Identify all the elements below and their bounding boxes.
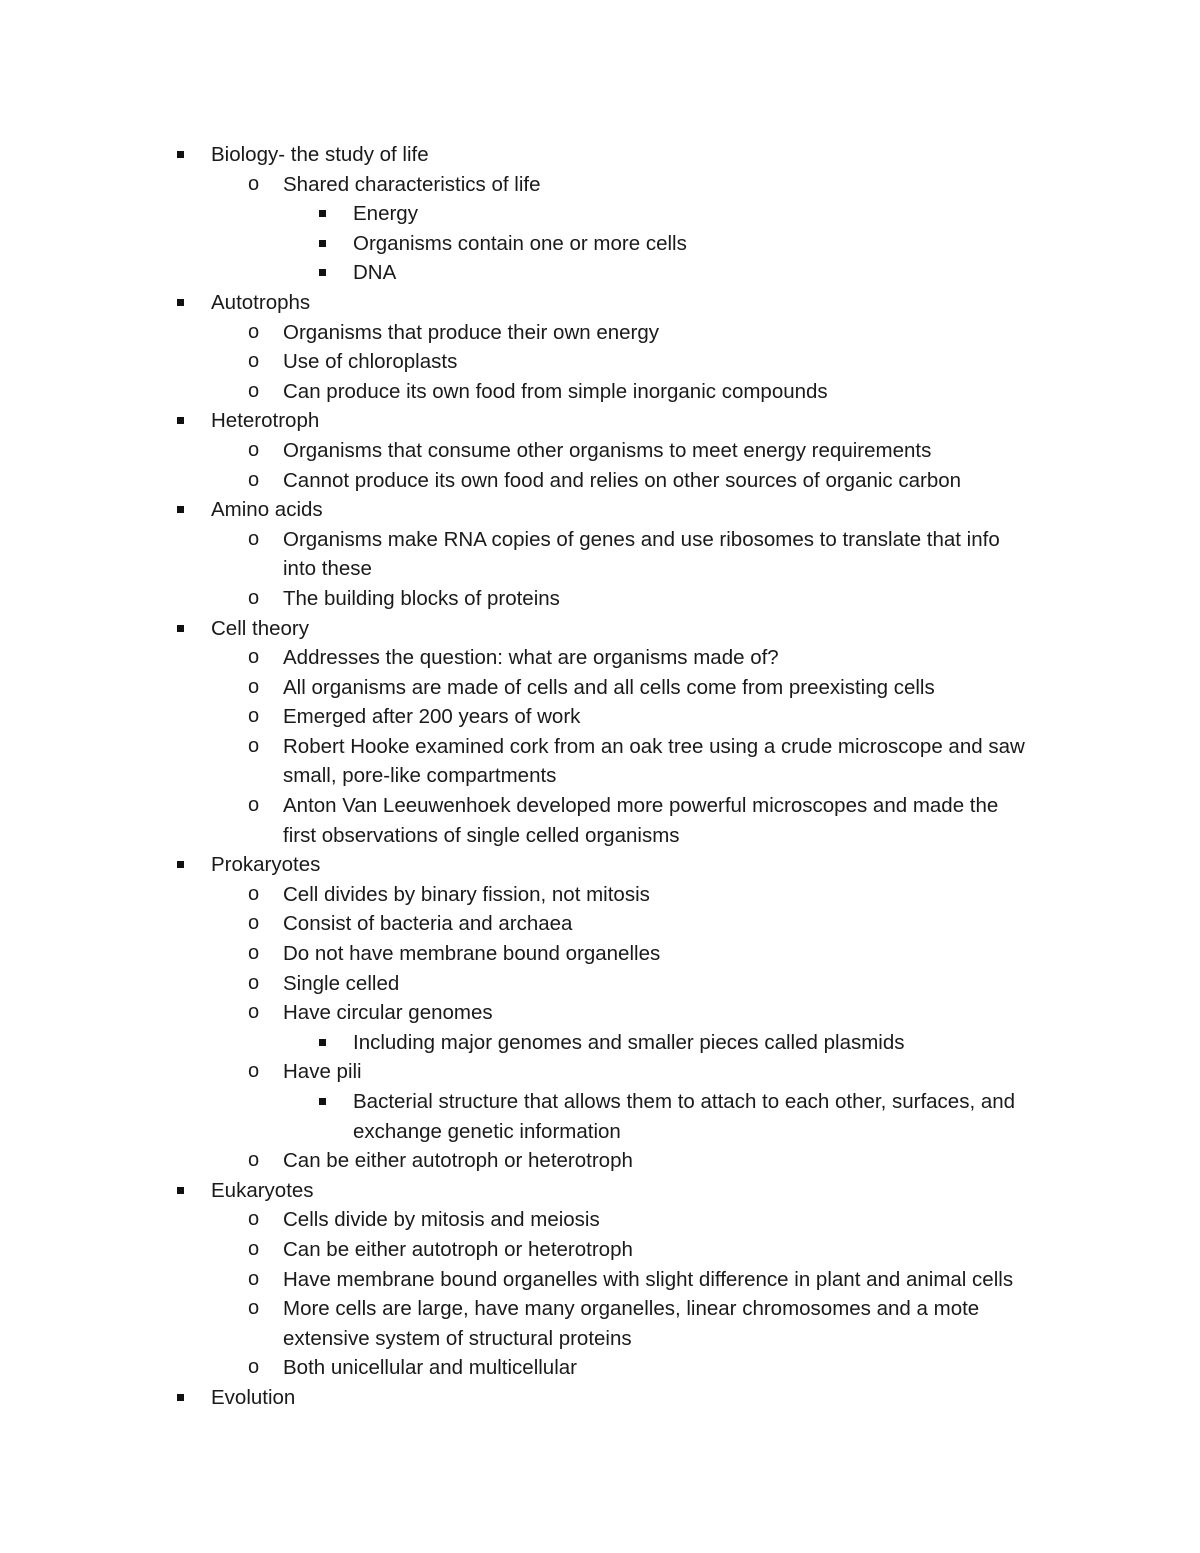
square-bullet-icon [319,240,326,247]
outline-item-text: Amino acids [211,498,323,522]
outline-item-level-2 [0,436,1200,466]
square-bullet-icon [177,1187,184,1194]
outline-item-text: small, pore-like compartments [283,764,557,788]
square-bullet-icon [319,1039,326,1046]
outline-item-text: Consist of bacteria and archaea [283,912,573,936]
outline-item-level-2 [0,998,1200,1028]
outline-item-level-3 [0,1087,1200,1117]
circle-bullet-icon: o [248,438,260,461]
outline-item-level-2 [0,170,1200,200]
circle-bullet-icon: o [248,586,260,609]
circle-bullet-icon: o [248,1267,260,1290]
square-bullet-icon [177,151,184,158]
outline-item-level-2 [0,732,1200,762]
square-bullet-icon [177,625,184,632]
square-bullet-icon [319,269,326,276]
circle-bullet-icon: o [248,971,260,994]
circle-bullet-icon: o [248,320,260,343]
outline-item-text: Including major genomes and smaller pieces called plasmids [353,1030,905,1054]
outline-item-level-3 [0,229,1200,259]
circle-bullet-icon: o [248,379,260,402]
outline-item-level-2 [0,1265,1200,1295]
outline-item-text: Heterotroph [211,409,320,433]
outline-item-level-1 [0,140,1200,170]
outline-item-text: Have pili [283,1060,362,1084]
outline-item-level-1 [0,614,1200,644]
outline-item-level-1 [0,288,1200,318]
outline-item-text: Both unicellular and multicellular [283,1356,577,1380]
outline-item-level-2 [0,939,1200,969]
outline-item-level-2 [0,1294,1200,1324]
circle-bullet-icon: o [248,1149,260,1172]
circle-bullet-icon: o [248,705,260,728]
circle-bullet-icon: o [248,1297,260,1320]
outline-item-level-1 [0,850,1200,880]
outline-item-text: Prokaryotes [211,853,321,877]
circle-bullet-icon: o [248,350,260,373]
outline-item-text: Have membrane bound organelles with slight difference in plant and animal cells [283,1267,1014,1291]
outline-item-text: Addresses the question: what are organisms made of? [283,646,779,670]
outline-item-level-2 [0,969,1200,999]
outline-item-text: Single celled [283,971,400,995]
outline-item-text: Biology- the study of life [211,143,429,166]
outline-item-text: Evolution [211,1385,296,1409]
outline-item-text: All organisms are made of cells and all cells come from preexisting cells [283,675,935,699]
square-bullet-icon [177,861,184,868]
circle-bullet-icon: o [248,942,260,965]
outline-item-text: Cannot produce its own food and relies on other sources of organic carbon [283,468,962,492]
circle-bullet-icon: o [248,794,260,817]
square-bullet-icon [177,417,184,424]
outline-item-level-2 [0,1146,1200,1176]
circle-bullet-icon: o [248,1001,260,1024]
outline-item-level-2 [0,791,1200,821]
outline-item-text: DNA [353,261,397,285]
outline-item-level-3 [0,199,1200,229]
outline-item-text: exchange genetic information [353,1119,621,1143]
square-bullet-icon [177,506,184,513]
outline-item-level-2 [0,1235,1200,1265]
outline-item-continuation [0,761,1200,791]
circle-bullet-icon: o [248,734,260,757]
outline-item-continuation [0,821,1200,851]
outline-item-text: Can produce its own food from simple inorganic compounds [283,379,828,403]
outline-item-level-2 [0,880,1200,910]
circle-bullet-icon: o [248,1208,260,1231]
outline-item-text: Do not have membrane bound organelles [283,942,661,966]
outline-item-text: Emerged after 200 years of work [283,705,581,729]
square-bullet-icon [319,1098,326,1105]
outline-item-text: Anton Van Leeuwenhoek developed more powerful microscopes and made the [283,794,999,818]
outline-item-level-2 [0,1057,1200,1087]
outline-item-level-2 [0,1353,1200,1383]
circle-bullet-icon: o [248,912,260,935]
outline-item-level-2 [0,525,1200,555]
circle-bullet-icon: o [248,527,260,550]
outline-item-level-2 [0,643,1200,673]
outline-item-text: The building blocks of proteins [283,586,560,610]
circle-bullet-icon: o [248,1060,260,1083]
outline-item-text: Organisms contain one or more cells [353,231,687,255]
outline-item-text: Cell theory [211,616,309,640]
outline-item-text: Can be either autotroph or heterotroph [283,1237,633,1261]
outline-item-text: Cells divide by mitosis and meiosis [283,1208,600,1232]
square-bullet-icon [177,299,184,306]
outline-item-text: Eukaryotes [211,1178,314,1202]
outline-item-continuation [0,554,1200,584]
outline-item-level-2 [0,377,1200,407]
outline-item-text: Cell divides by binary fission, not mitosis [283,882,650,906]
outline-item-text: Use of chloroplasts [283,350,458,374]
circle-bullet-icon: o [248,468,260,491]
outline-item-level-2 [0,702,1200,732]
outline-item-level-1 [0,1383,1200,1413]
outline-item-text: Shared characteristics of life [283,172,541,196]
outline-item-text: Energy [353,202,418,226]
outline-item-continuation [0,1117,1200,1147]
outline-item-text: Can be either autotroph or heterotroph [283,1149,633,1173]
outline-item-level-2 [0,584,1200,614]
outline-item-level-2 [0,347,1200,377]
circle-bullet-icon: o [248,172,260,195]
outline-item-text: Have circular genomes [283,1001,493,1025]
outline-item-text: extensive system of structural proteins [283,1326,632,1350]
circle-bullet-icon: o [248,675,260,698]
outline-item-text: Organisms that produce their own energy [283,320,660,344]
outline-item-text: into these [283,557,372,581]
outline-item-continuation [0,1324,1200,1354]
document-page [0,140,1200,1413]
outline-item-level-2 [0,466,1200,496]
outline-item-text: Organisms that consume other organisms to meet energy requirements [283,438,932,462]
outline-item-level-2 [0,318,1200,348]
outline-item-level-1 [0,1176,1200,1206]
outline-item-text: Bacterial structure that allows them to attach to each other, surfaces, and [353,1090,1016,1113]
outline-item-text: Autotrophs [211,290,311,314]
outline-item-level-2 [0,1205,1200,1235]
circle-bullet-icon: o [248,1237,260,1260]
circle-bullet-icon: o [248,1356,260,1379]
outline-item-text: More cells are large, have many organelles, linear chromosomes and a mote [283,1297,980,1321]
outline-item-text: Robert Hooke examined cork from an oak tree using a crude microscope and saw [283,734,1025,758]
outline-item-text: Organisms make RNA copies of genes and use ribosomes to translate that info [283,527,1000,551]
outline-item-level-1 [0,495,1200,525]
outline-item-level-2 [0,673,1200,703]
outline-item-level-2 [0,909,1200,939]
circle-bullet-icon: o [248,646,260,669]
outline-item-text: first observations of single celled organisms [283,823,680,847]
square-bullet-icon [319,210,326,217]
outline-item-level-3 [0,258,1200,288]
outline-item-level-1 [0,406,1200,436]
square-bullet-icon [177,1394,184,1401]
circle-bullet-icon: o [248,882,260,905]
outline-item-level-3 [0,1028,1200,1058]
